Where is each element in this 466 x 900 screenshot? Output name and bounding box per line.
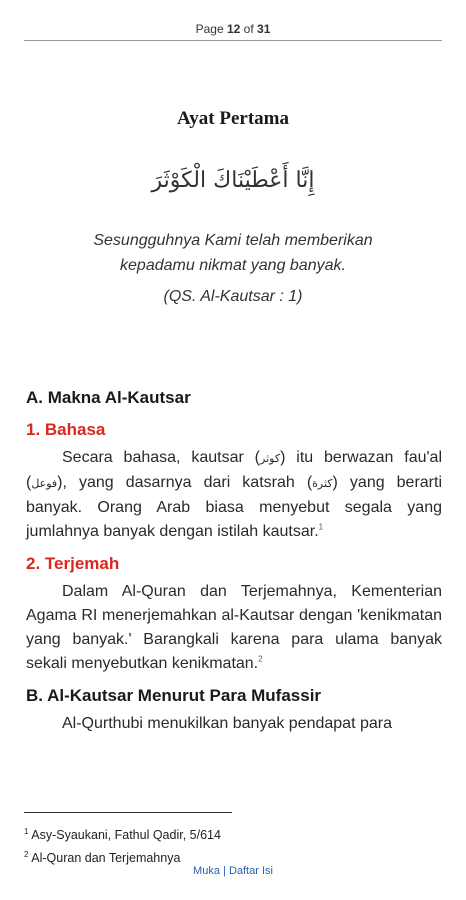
bahasa-text-4: ) yang berarti banyak. Orang Arab biasa menyebut segala yang jumlahnya banyak dengan istilah kautsar.: [26, 474, 443, 540]
page-prefix: Page: [195, 22, 224, 36]
section-b-paragraph: Al-Qurthubi menukilkan banyak pendapat para: [62, 715, 392, 732]
subsection-bahasa-heading: 1. Bahasa: [26, 420, 106, 439]
footnote-ref-1[interactable]: 1: [318, 522, 324, 532]
translation-line-2: kepadamu nikmat yang banyak.: [120, 257, 346, 274]
bahasa-paragraph: [26, 446, 442, 544]
arabic-word-kautsar: كوثر: [260, 452, 281, 465]
page-current: 12: [226, 22, 241, 36]
page-indicator: [0, 22, 466, 36]
nav-toc-link[interactable]: Daftar Isi: [228, 865, 273, 877]
verse-reference: (QS. Al-Kautsar : 1): [163, 288, 303, 305]
footnote-1-text: Asy-Syaukani, Fathul Qadir, 5/614: [31, 828, 221, 843]
nav-separator: |: [223, 865, 226, 877]
translation-line-1: Sesungguhnya Kami telah memberikan: [93, 232, 373, 249]
footnote-1: [24, 822, 221, 845]
footnote-1-num: 1: [24, 827, 29, 836]
subsection-terjemah-heading: 2. Terjemah: [26, 554, 120, 573]
header-divider: [24, 40, 442, 41]
bottom-nav: [0, 865, 466, 877]
footnotes: [24, 822, 221, 868]
bahasa-text-1: Secara bahasa, kautsar (: [62, 449, 261, 466]
page-total: 31: [257, 22, 271, 36]
footnote-divider: [24, 812, 232, 813]
arabic-word-faual: فوعل: [31, 477, 58, 490]
verse-translation: [40, 228, 426, 278]
page-of: of: [243, 22, 254, 36]
arabic-verse: إِنَّا أَعْطَيْنَاكَ الْكَوْثَرَ: [151, 168, 315, 193]
bahasa-text-3: ), yang dasarnya dari katsrah (: [57, 474, 313, 491]
terjemah-paragraph: [26, 580, 442, 676]
footnote-2-text: Al-Quran dan Terjemahnya: [31, 851, 181, 866]
bahasa-text-2: ) itu berwazan fau'al (: [26, 449, 443, 491]
main-content: [26, 386, 442, 736]
footnote-2-num: 2: [24, 850, 29, 860]
section-a-heading: A. Makna Al-Kautsar: [26, 388, 191, 407]
section-b-heading: B. Al-Kautsar Menurut Para Mufassir: [26, 686, 322, 705]
page-title: Ayat Pertama: [176, 108, 289, 129]
terjemah-text: Dalam Al-Quran dan Terjemahnya, Kementerian Agama RI menerjemahkan al-Kautsar dengan 'kenikmatan yang banyak.' Barangkali karena para ulama banyak sekali menyebutkan kenikmatan.: [26, 583, 442, 672]
arabic-word-katsrah: كثرة: [312, 477, 333, 490]
nav-home-link[interactable]: Muka: [193, 865, 220, 877]
footnote-ref-2[interactable]: 2: [258, 654, 263, 664]
